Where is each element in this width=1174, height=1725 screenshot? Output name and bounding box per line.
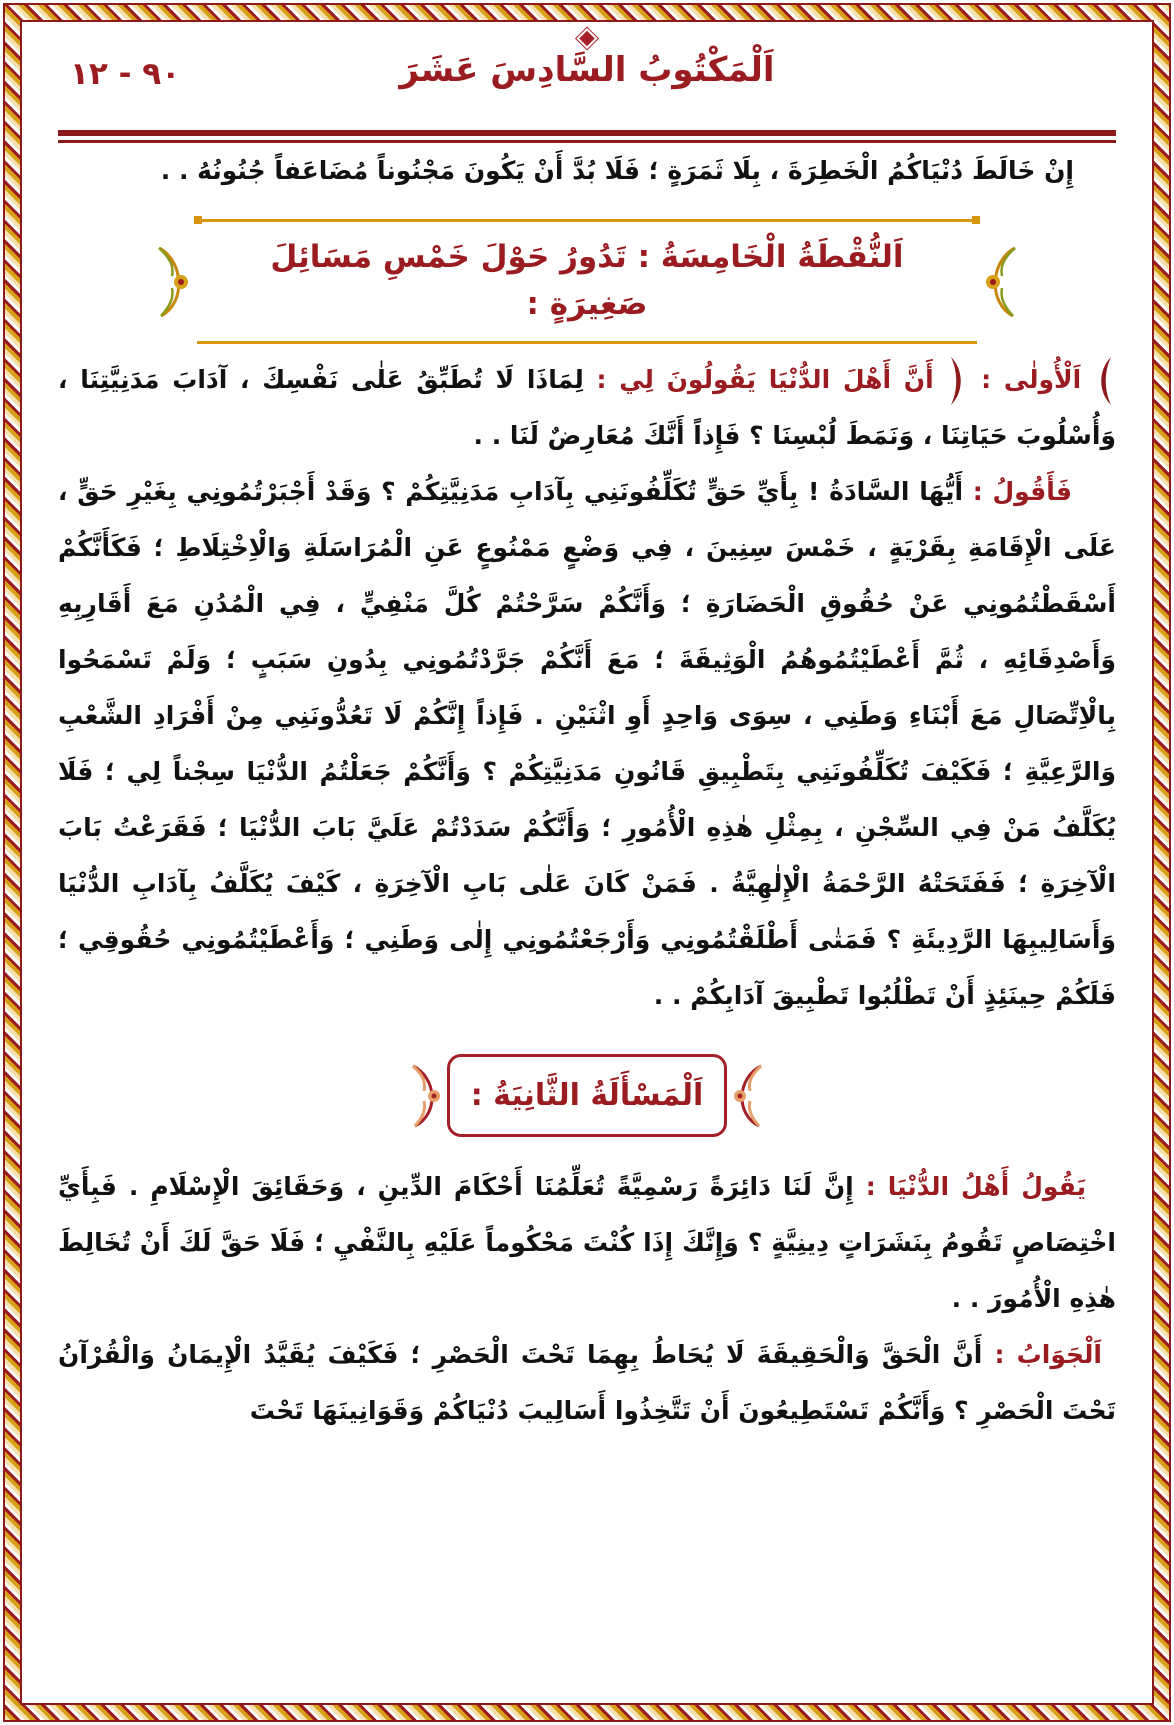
page-number: ٩٠ - ١٢	[70, 56, 181, 92]
flourish-icon	[727, 1064, 767, 1128]
faqul-label: فَأَقُولُ :	[972, 477, 1072, 506]
ahl-dunya-label: يَقُولُ أَهْلُ الدُّنْيَا :	[865, 1172, 1086, 1201]
point-five-heading: اَلنُّقْطَةُ الْخَامِسَةُ : تَدُورُ حَوْلَ خَمْسِ مَسَائِلَ صَغِيرَةٍ :	[270, 239, 904, 322]
page-title: اَلْمَكْتُوبُ السَّادِسَ عَشَرَ	[399, 50, 775, 90]
top-ornament-icon	[579, 31, 595, 47]
flourish-icon	[977, 245, 1023, 319]
first-matter-paragraph	[58, 352, 1116, 464]
faqul-body: أَيُّهَا السَّادَةُ ! بِأَيِّ حَقٍّ تُكَلِّفُونَنِي بِآدَابِ مَدَنِيَّتِكُمْ ؟ وَقَدْ أَجْبَرْتُمُونِي بِغَيْرِ حَقٍّ ، عَلَى الْإِقَامَةِ بِقَرْيَةٍ ، خَمْسَ سِنِينَ ، فِي وَضْعٍ مَمْنُوعٍ عَنِ الْمُرَاسَلَةِ وَالْاِخْتِلَاطِ ؛ فَكَأَنَّكُمْ أَسْقَطْتُمُونِي عَنْ حُقُوقِ الْحَضَارَةِ ؛ وَأَنَّكُمْ سَرَّحْتُمْ كُلَّ مَنْفِيٍّ ، فِي الْمُدُنِ مَعَ أَقَارِبِهِ وَأَصْدِقَائِهِ ، ثُمَّ أَعْطَيْتُمُوهُمُ الْوَثِيقَةَ ؛ مَعَ أَنَّكُمْ جَرَّدْتُمُونِي بِدُونِ سَبَبٍ ؛ وَلَمْ تَسْمَحُوا بِالْاِتِّصَالِ مَعَ أَبْنَاءِ وَطَنِي ، سِوَى وَاحِدٍ أَوِ اثْنَيْنِ . فَإِذاً إِنَّكُمْ لَا تَعُدُّونَنِي مِنْ أَفْرَادِ الشَّعْبِ وَالرَّعِيَّةِ ؛ فَكَيْفَ تُكَلِّفُونَنِي بِتَطْبِيقِ قَانُونِ مَدَنِيَّتِكُمْ ؟ وَأَنَّكُمْ جَعَلْتُمُ الدُّنْيَا سِجْناً لِي ؛ فَلَا يُكَلَّفُ مَنْ فِي السِّجْنِ ، بِمِثْلِ هٰذِهِ الْأُمُورِ ؛ وَأَنَّكُمْ سَدَدْتُمْ عَلَيَّ بَابَ الدُّنْيَا ؛ فَقَرَعْتُ بَابَ الْآخِرَةِ ؛ فَفَتَحَتْهُ الرَّحْمَةُ الْإِلٰهِيَّةُ . فَمَنْ كَانَ عَلٰى بَابِ الْآخِرَةِ ، كَيْفَ يُكَلَّفُ بِآدَابِ الدُّنْيَا وَأَسَالِيبِهَا الرَّدِيئَةِ ؟ فَمَتٰى أَطْلَقْتُمُونِي وَأَرْجَعْتُمُونِي إِلٰى وَطَنِي ؛ وَأَعْطَيْتُمُونِي حُقُوقِي ؛ فَلَكُمْ حِينَئِذٍ أَنْ تَطْلُبُوا تَطْبِيقَ آدَابِكُمْ . .	[58, 477, 1116, 1010]
jawab-paragraph	[58, 1327, 1116, 1439]
header-divider	[58, 130, 1116, 143]
jawab-label: اَلْجَوَابُ :	[994, 1340, 1102, 1369]
first-matter-label: اَلْأُولٰى :	[981, 365, 1082, 394]
point-five-heading-box	[151, 219, 1023, 344]
flourish-icon	[151, 245, 197, 319]
divider-thick-rule	[58, 130, 1116, 136]
ornate-bracket-icon	[1096, 357, 1114, 405]
first-matter-lead: أَنَّ أَهْلَ الدُّنْيَا يَقُولُونَ لِي :	[596, 365, 934, 394]
ahl-dunya-body: إِنَّ لَنَا دَائِرَةً رَسْمِيَّةً تُعَلِّمُنَا أَحْكَامَ الدِّينِ ، وَحَقَائِقَ الْإِسْلَامِ . فَبِأَيِّ اخْتِصَاصٍ تَقُومُ بِنَشَرَاتٍ دِينِيَّةٍ ؟ وَإِنَّكَ إِذَا كُنْتَ مَحْكُوماً عَلَيْهِ بِالنَّفْيِ ؛ فَلَا حَقَّ لَكَ أَنْ تُخَالِطَ هٰذِهِ الْأُمُورَ . .	[58, 1172, 1116, 1313]
second-matter-heading-frame	[447, 1054, 727, 1137]
point-five-heading-frame	[197, 219, 977, 344]
first-matter-body: لِمَاذَا لَا تُطَبِّقُ عَلٰى نَفْسِكَ ، آدَابَ مَدَنِيَّتِنَا ، وَأُسْلُوبَ حَيَاتِنَا ، وَنَمَطَ لُبْسِنَا ؟ فَإِذاً أَنَّكَ مُعَارِضٌ لَنَا . .	[58, 365, 1116, 450]
second-matter-heading-box	[407, 1054, 767, 1137]
ahl-dunya-paragraph	[58, 1159, 1116, 1327]
intro-paragraph: إِنْ خَالَطَ دُنْيَاكُمُ الْخَطِرَةَ ، بِلَا ثَمَرَةٍ ؛ فَلَا بُدَّ أَنْ يَكُونَ مَجْنُوناً مُضَاعَفاً جُنُونُهُ . .	[160, 156, 1074, 185]
second-matter-heading: اَلْمَسْأَلَةُ الثَّانِيَةُ :	[470, 1078, 704, 1113]
jawab-body: أَنَّ الْحَقَّ وَالْحَقِيقَةَ لَا يُحَاطُ بِهِمَا تَحْتَ الْحَصْرِ ؛ فَكَيْفَ يُقَيَّدُ الْإِيمَانُ وَالْقُرْآنُ تَحْتَ الْحَصْرِ ؟ وَأَنَّكُمْ تَسْتَطِيعُونَ أَنْ تَتَّخِذُوا أَسَالِيبَ دُنْيَاكُمْ وَقَوَانِينَهَا تَحْتَ	[58, 1340, 1116, 1425]
page-content	[58, 50, 1116, 1685]
page-header	[58, 50, 1116, 116]
ornate-bracket-icon	[948, 357, 966, 405]
faqul-paragraph	[58, 464, 1116, 1024]
flourish-icon	[407, 1064, 447, 1128]
